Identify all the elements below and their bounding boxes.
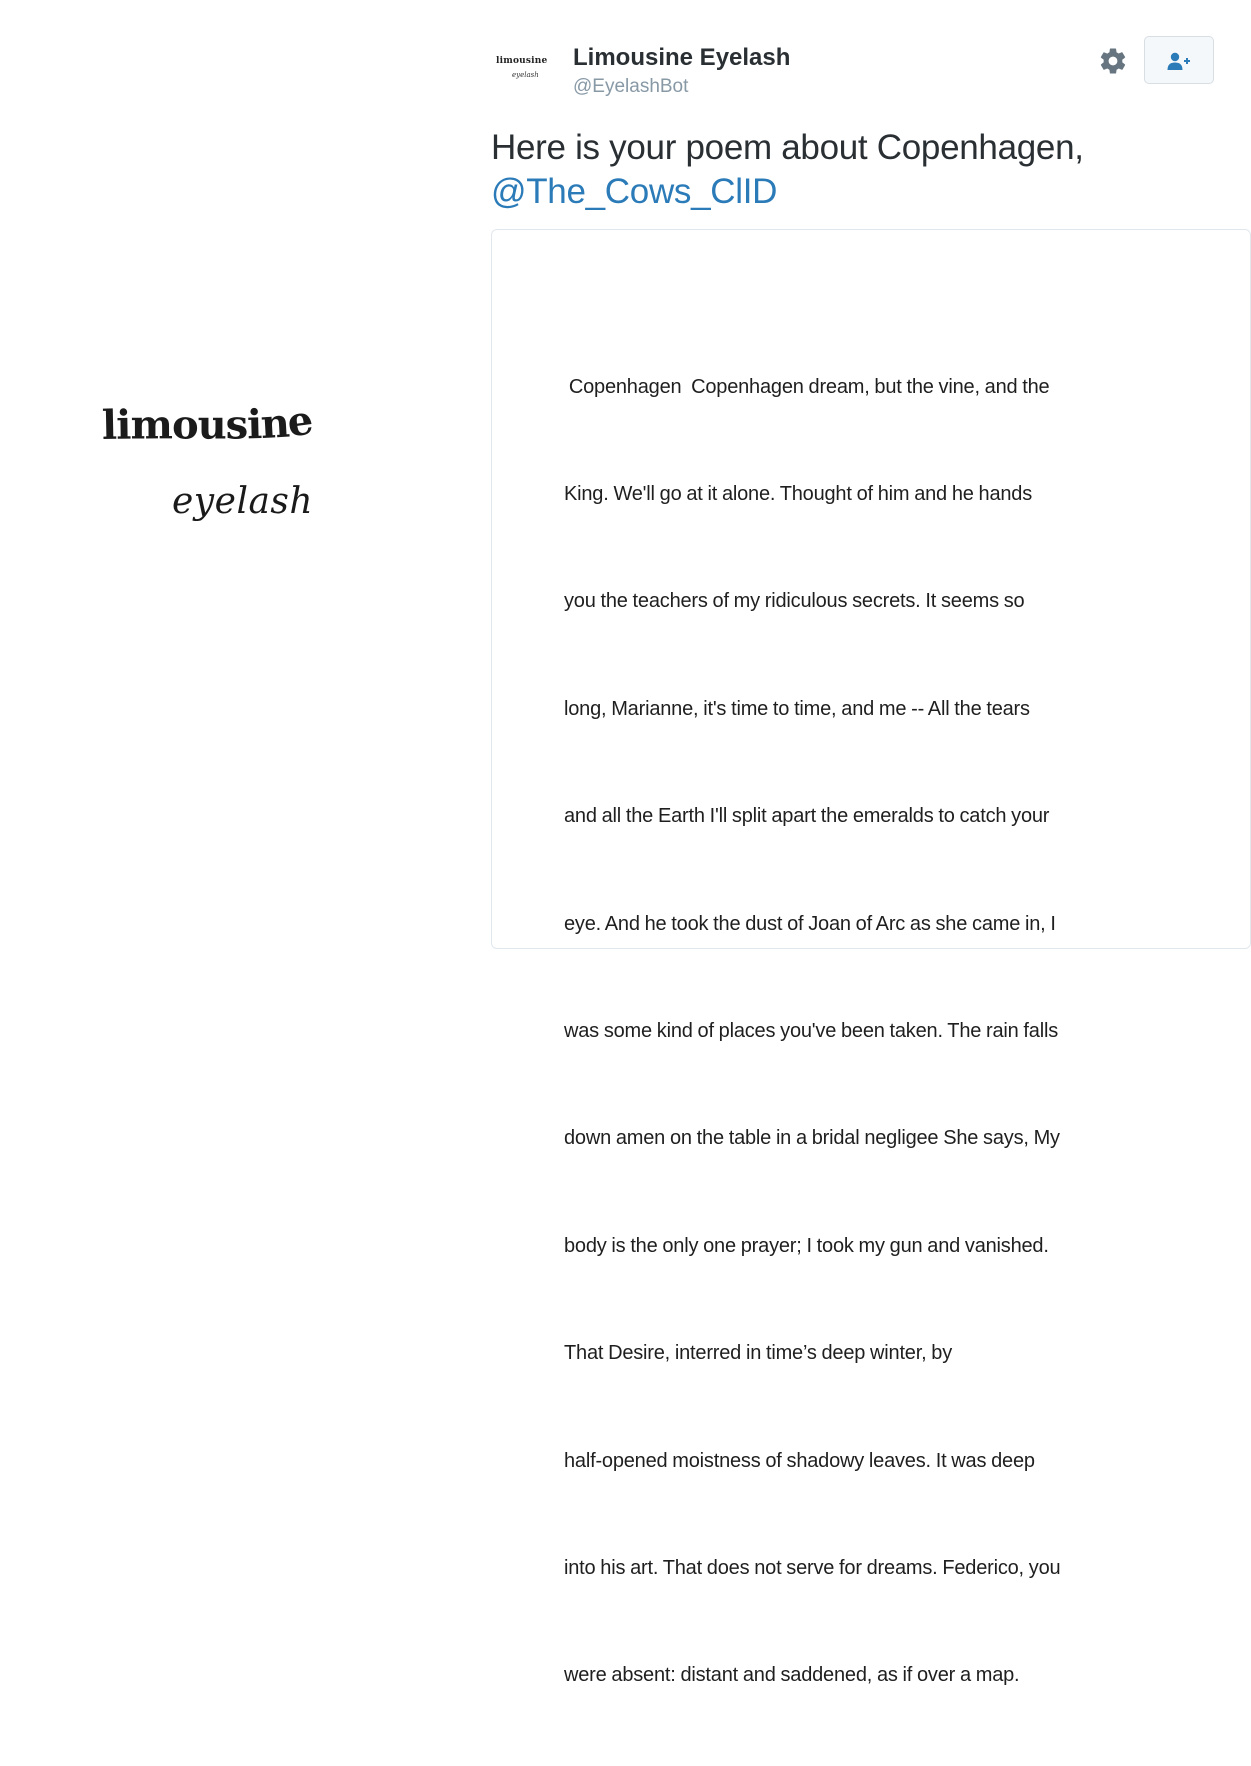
poem-line: was some kind of places you've been taken. The rain falls (564, 1019, 1059, 1042)
avatar[interactable] (492, 44, 558, 100)
user-name[interactable]: Limousine Eyelash (573, 44, 791, 71)
mention-link[interactable]: @The_Cows_ClID (491, 172, 778, 211)
avatar-word-1: limousine (496, 56, 548, 66)
poem-line: into his art. That does not serve for dreams. Federico, you (564, 1556, 1061, 1579)
poem-line: long, Marianne, it's time to time, and me -- All the tears (564, 697, 1030, 720)
tweet-body: Here is your poem about Copenhagen, (491, 128, 1084, 167)
tweet-media-card[interactable] (491, 229, 1251, 1687)
logo-word-2: eyelash (172, 481, 314, 522)
poem-line: That Desire, interred in time’s deep winter, by (564, 1342, 953, 1365)
user-handle[interactable]: @EyelashBot (573, 76, 689, 97)
poem-line: you the teachers of my ridiculous secrets. It seems so (564, 590, 1025, 613)
poem-line: body is the only one prayer; I took my gun and vanished. (564, 1234, 1049, 1257)
poem-line: Copenhagen Copenhagen dream, but the vine, and the (564, 375, 1050, 398)
poem-line: and all the Earth I'll split apart the emeralds to catch your (564, 805, 1050, 828)
avatar-word-2: eyelash (512, 71, 539, 79)
logo-word-1: limousine (101, 396, 315, 449)
follow-button[interactable] (1144, 36, 1214, 84)
gear-icon[interactable] (1098, 46, 1128, 76)
logo-warped-wordmark (100, 395, 390, 475)
poem-line: half-opened moistness of shadowy leaves. It was deep (564, 1449, 1035, 1472)
poem-line: King. We'll go at it alone. Thought of him and he hands (564, 482, 1033, 505)
limousine-eyelash-logo (100, 395, 390, 545)
tweet-text (491, 126, 1191, 214)
poem-line: down amen on the table in a bridal negligee She says, My (564, 1127, 1060, 1150)
follow-user-icon (1167, 51, 1191, 71)
poem-line: were absent: distant and saddened, as if over a map. (564, 1664, 1020, 1687)
svg-text:limousine (101, 396, 314, 448)
poem-text (564, 298, 1134, 1766)
poem-line: eye. And he took the dust of Joan of Arc as she came in, I (564, 912, 1056, 935)
